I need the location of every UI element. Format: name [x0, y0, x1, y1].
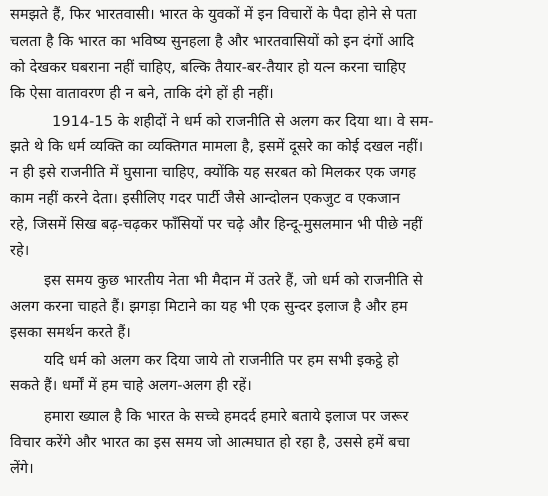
text-line: रहे, जिसमें सिख बढ़-चढ़कर फाँसियों पर चढ़े और हिन्दू-मुसलमान भी पीछे नहीं — [10, 216, 423, 233]
text-line: काम नहीं करने देता। इसीलिए गदर पार्टी जैसे आन्दोलन एकजुट व एकजान — [10, 190, 400, 207]
text-line: लेंगे। — [10, 460, 34, 477]
paragraph-first-line: 1914-15 के शहीदों ने धर्म को राजनीति से अलग कर दिया था। वे सम- — [52, 113, 434, 130]
text-line: को देखकर घबराना नहीं चाहिए, बल्कि तैयार-बर-तैयार हो यत्न करना चाहिए — [10, 59, 406, 76]
paragraph-first-line: इस समय कुछ भारतीय नेता भी मैदान में उतरे हैं, जो धर्म को राजनीति से — [44, 272, 423, 289]
text-line: अलग करना चाहते हैं। झगड़ा मिटाने का यह भी एक सुन्दर इलाज है और हम — [10, 298, 408, 315]
text-line: सकते हैं। धर्मों में हम चाहे अलग-अलग ही रहें। — [10, 377, 252, 394]
paragraph-first-line: यदि धर्म को अलग कर दिया जाये तो राजनीति पर हम सभी इकट्ठे हो — [44, 352, 399, 369]
paragraph-first-line: हमारा ख्याल है कि भारत के सच्चे हमदर्द हमारे बताये इलाज पर जरूर — [44, 408, 409, 425]
text-line: इसका समर्थन करते हैं। — [10, 324, 131, 341]
text-line: कि ऐसा वातावरण ही न बने, ताकि दंगे हों ही नहीं। — [10, 85, 274, 102]
text-line: विचार करेंगे और भारत का इस समय जो आत्मघात हो रहा है, उससे हमें बचा — [10, 434, 410, 451]
text-line: रहे। — [10, 242, 30, 259]
text-line: चलता है कि भारत का भविष्य सुनहला है और भारतवासियों को इन दंगों आदि — [10, 33, 415, 50]
text-line: न ही इसे राजनीति में घुसाना चाहिए, क्योंकि यह सरबत को मिलकर एक जगह — [10, 164, 417, 181]
text-line: समझते हैं, फिर भारतवासी। भारत के युवकों में इन विचारों के पैदा होने से पता — [10, 6, 417, 23]
text-line: झते थे कि धर्म व्यक्ति का व्यक्तिगत मामला है, इसमें दूसरे का कोई दखल नहीं। — [10, 138, 424, 155]
